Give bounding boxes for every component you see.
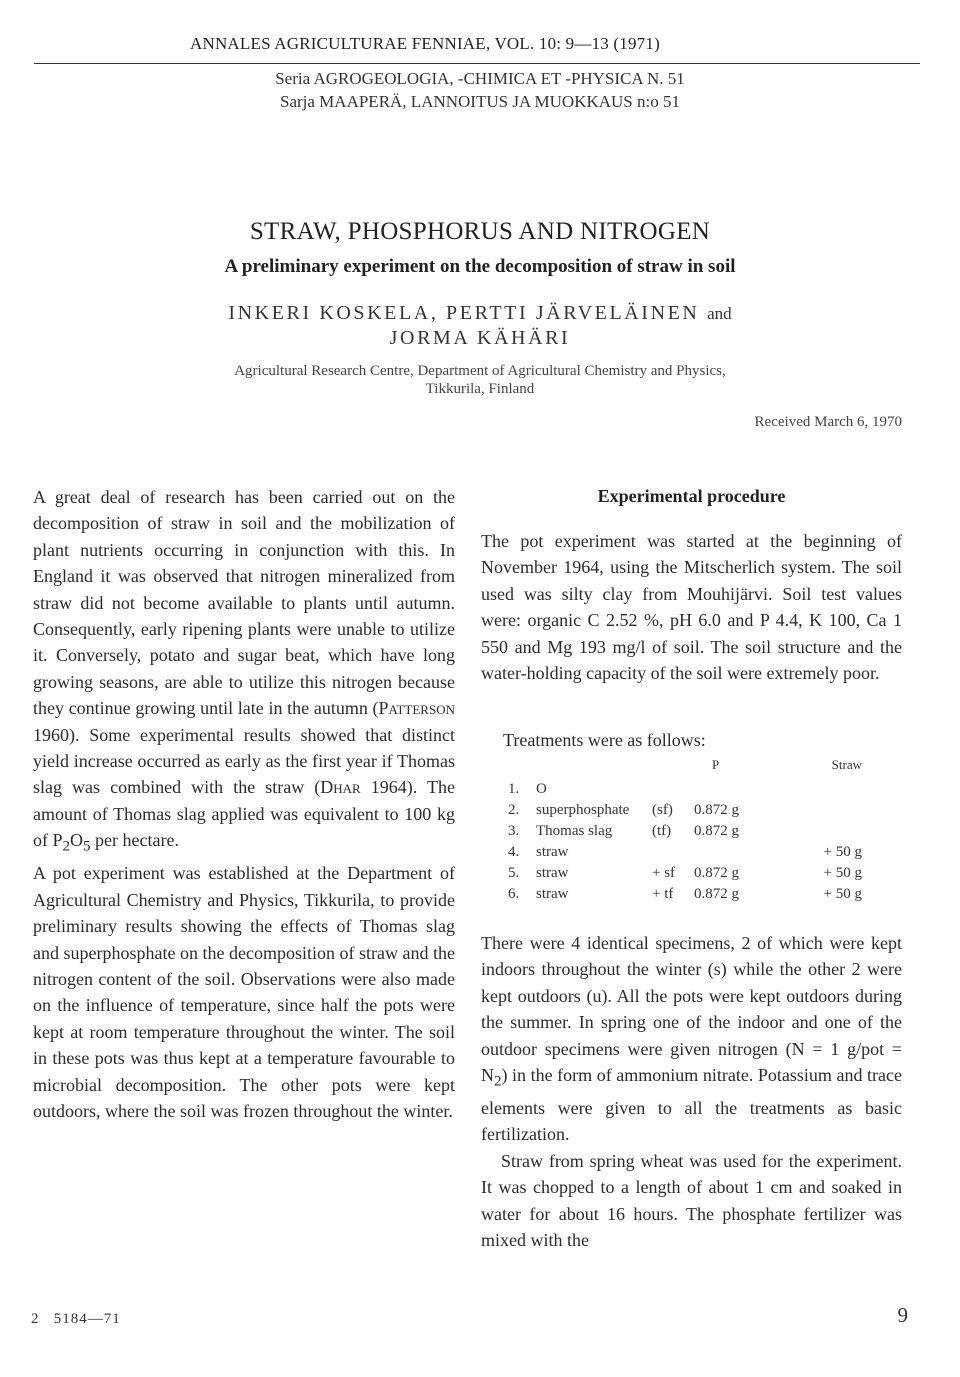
treatment-name: Thomas slag xyxy=(536,823,613,839)
table-row xyxy=(508,882,862,903)
treatment-name: straw xyxy=(536,844,569,860)
treatment-abbr xyxy=(652,840,690,861)
table-row xyxy=(508,777,862,798)
treatment-abbr: (tf) xyxy=(652,823,672,839)
treatment-abbr: + tf xyxy=(652,886,674,902)
authors-names-1: INKERI KOSKELA, PERTTI JÄRVELÄINEN xyxy=(228,302,700,324)
treatment-straw xyxy=(800,777,862,798)
treatment-abbr xyxy=(652,777,690,798)
treatment-p: 0.872 g xyxy=(694,865,739,881)
series-line-2: Sarja MAAPERÄ, LANNOITUS JA MUOKKAUS n:o 51 xyxy=(280,92,680,111)
specimens-paragraph: There were 4 identical specimens, 2 of which were kept indoors throughout the winter (s) while the other 2 were kept outdoors (u). All the pots were kept outdoors during the summer. In spring one of the indoor and one of the outdoor specimens were given nitrogen (N = 1 $g/pot = N_2$) in the form of ammonium nitrate. Potassium and trace elements were given to all the treatments as basic fertilization. Straw from spring wheat was used for the experiment. It was chopped to a length of about 1 cm and soaked in water for about 16 hours. The phosphate fertilizer was mixed with the xyxy=(481,930,902,1253)
citation-patterson: Patterson xyxy=(378,698,455,719)
header-p: P xyxy=(712,757,720,772)
treatment-p: 0.872 g xyxy=(694,802,739,818)
table-row xyxy=(508,861,862,882)
authors-line-1 xyxy=(0,301,960,326)
pot-experiment-paragraph: A pot experiment was established at the Department of Agricultural Chemistry and Physics, Tikkurila, to provide preliminary results showing the effects of Thomas slag and superphosphate on the decomposition of straw and the nitrogen content of the soil. Observations were also made on the influence of temperature, since half the pots were kept at room temperature throughout the winter. The soil in these pots was thus kept at a temperature favourable to microbial decomposition. The other pots were kept outdoors, where the soil was frozen throughout the winter. xyxy=(33,863,455,1121)
affiliation-line-2: Tikkurila, Finland xyxy=(425,381,535,397)
authors xyxy=(0,301,960,350)
straw-paragraph: Straw from spring wheat was used for the experiment. It was chopped to a length of about 1 cm and soaked in water for about 16 hours. The phosphate fertilizer was mixed with the xyxy=(481,1150,902,1251)
treatment-number: 4. xyxy=(508,844,520,860)
intro-paragraph: A great deal of research has been carried out on the decomposition of straw in soil and the mobilization of plant nutrients occurring in conjunction with this. In England it was observed that nitrogen mineralized from straw did not become available to plants until autumn. Consequently, early ripening plants were unable to utilize it. Conversely, potato and sugar beat, which have long growing seasons, are able to utilize this nitrogen because they continue growing until late in the autumn (Patterson 1960). Some experimental results showed that distinct yield increase occurred as early as the first year if Thomas slag was combined with the straw (Dhar 1964). The amount of Thomas slag applied was equivalent to 100 kg of $P_2O_5$ per hectare. xyxy=(33,487,455,855)
treatment-p: 0.872 g xyxy=(694,823,739,839)
received-date: Received March 6, 1970 xyxy=(754,414,902,430)
treatments-table xyxy=(508,757,862,903)
series-line-1: Seria AGROGEOLOGIA, -CHIMICA ET -PHYSICA N. 51 xyxy=(275,69,685,88)
treatment-straw: + 50 g xyxy=(823,844,862,860)
treatment-abbr: + sf xyxy=(652,865,676,881)
affiliation xyxy=(0,362,960,398)
authors-line-2: JORMA KÄHÄRI xyxy=(389,327,571,349)
table-row xyxy=(508,840,862,861)
citation-dhar: Dhar xyxy=(320,777,361,798)
treatment-number: 1. xyxy=(508,781,520,797)
table-row xyxy=(508,798,862,819)
article-subtitle: A preliminary experiment on the decomposition of straw in soil xyxy=(224,256,736,277)
treatments-intro: Treatments were as follows: xyxy=(503,730,706,750)
treatment-straw: + 50 g xyxy=(823,865,862,881)
treatment-straw xyxy=(800,798,862,819)
treatment-abbr: (sf) xyxy=(652,802,673,818)
authors-and: and xyxy=(707,304,732,323)
treatment-name: straw xyxy=(536,865,569,881)
left-column xyxy=(33,484,455,1124)
affiliation-line-1: Agricultural Research Centre, Department of Agricultural Chemistry and Physics, xyxy=(234,363,726,379)
treatment-p xyxy=(690,840,800,861)
treatment-name: O xyxy=(536,781,547,797)
table-header-row xyxy=(508,757,862,777)
treatment-straw: + 50 g xyxy=(823,886,862,902)
treatment-p: 0.872 g xyxy=(694,886,739,902)
treatment-number: 5. xyxy=(508,865,520,881)
section-heading: Experimental procedure xyxy=(597,486,786,506)
treatment-p xyxy=(690,777,800,798)
treatment-number: 3. xyxy=(508,823,520,839)
header-straw: Straw xyxy=(831,757,862,772)
treatment-name: superphosphate xyxy=(536,802,630,818)
treatment-straw xyxy=(800,819,862,840)
treatment-number: 2. xyxy=(508,802,520,818)
treatment-name: straw xyxy=(536,886,569,902)
treatment-number: 6. xyxy=(508,886,520,902)
footer-signature: 2 5184—71 xyxy=(31,1311,121,1327)
article-title: STRAW, PHOSPHORUS AND NITROGEN xyxy=(249,218,711,245)
table-row xyxy=(508,819,862,840)
series-info xyxy=(0,67,960,113)
page-number: 9 xyxy=(897,1303,908,1327)
journal-citation: ANNALES AGRICULTURAE FENNIAE, VOL. 10: 9—13 (1971) xyxy=(190,34,660,53)
procedure-paragraph: The pot experiment was started at the beginning of November 1964, using the Mitscherlich system. The soil used was silty clay from Mouhijärvi. Soil test values were: organic C 2.52 %, pH 6.0 and P 4.4, K 100, Ca 1 550 and Mg 193 mg/l of soil. The soil structure and the water-holding capacity of the soil were extremely poor. xyxy=(481,531,902,684)
header-rule xyxy=(34,63,920,64)
